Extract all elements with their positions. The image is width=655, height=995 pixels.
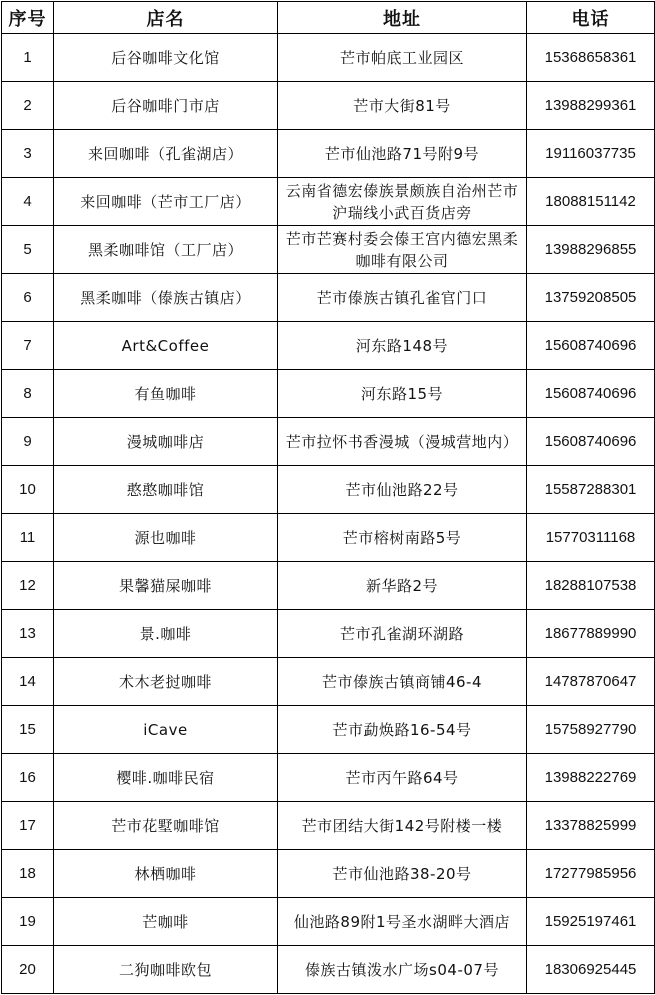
table-row bbox=[2, 274, 655, 322]
shop-phone: 15608740696 bbox=[527, 418, 655, 466]
row-index: 6 bbox=[2, 274, 54, 322]
shop-address: 仙池路89附1号圣水湖畔大酒店 bbox=[278, 898, 527, 946]
row-index: 8 bbox=[2, 370, 54, 418]
table-row bbox=[2, 802, 655, 850]
shop-phone: 19116037735 bbox=[527, 130, 655, 178]
shop-name: 后谷咖啡门市店 bbox=[54, 82, 278, 130]
shop-phone: 15925197461 bbox=[527, 898, 655, 946]
shop-address: 新华路2号 bbox=[278, 562, 527, 610]
row-index: 11 bbox=[2, 514, 54, 562]
table-row bbox=[2, 178, 655, 226]
row-index: 13 bbox=[2, 610, 54, 658]
table-row bbox=[2, 898, 655, 946]
shop-phone: 13378825999 bbox=[527, 802, 655, 850]
shop-address: 芒市大街81号 bbox=[278, 82, 527, 130]
shop-name: 来回咖啡（芒市工厂店） bbox=[54, 178, 278, 226]
table-row bbox=[2, 82, 655, 130]
shop-phone: 13759208505 bbox=[527, 274, 655, 322]
row-index: 4 bbox=[2, 178, 54, 226]
row-index: 3 bbox=[2, 130, 54, 178]
shop-address: 傣族古镇泼水广场s04-07号 bbox=[278, 946, 527, 994]
shop-address: 芒市芒赛村委会傣王宫内德宏黑柔咖啡有限公司 bbox=[278, 226, 527, 274]
shop-name: 有鱼咖啡 bbox=[54, 370, 278, 418]
shop-address: 芒市丙午路64号 bbox=[278, 754, 527, 802]
shop-phone: 17277985956 bbox=[527, 850, 655, 898]
shop-phone: 15770311168 bbox=[527, 514, 655, 562]
row-index: 16 bbox=[2, 754, 54, 802]
shop-name: 黑柔咖啡（傣族古镇店） bbox=[54, 274, 278, 322]
table-row bbox=[2, 322, 655, 370]
shop-name: 果馨猫屎咖啡 bbox=[54, 562, 278, 610]
table-row bbox=[2, 562, 655, 610]
shop-address: 芒市仙池路22号 bbox=[278, 466, 527, 514]
header-row bbox=[2, 2, 655, 34]
shop-phone: 14787870647 bbox=[527, 658, 655, 706]
table-row bbox=[2, 658, 655, 706]
row-index: 5 bbox=[2, 226, 54, 274]
shop-address: 河东路15号 bbox=[278, 370, 527, 418]
row-index: 14 bbox=[2, 658, 54, 706]
row-index: 19 bbox=[2, 898, 54, 946]
row-index: 2 bbox=[2, 82, 54, 130]
table-row bbox=[2, 706, 655, 754]
shop-name: 后谷咖啡文化馆 bbox=[54, 34, 278, 82]
table-row bbox=[2, 370, 655, 418]
shop-address: 芒市傣族古镇孔雀官门口 bbox=[278, 274, 527, 322]
shop-phone: 18288107538 bbox=[527, 562, 655, 610]
shop-phone: 18088151142 bbox=[527, 178, 655, 226]
shop-address: 芒市仙池路71号附9号 bbox=[278, 130, 527, 178]
table-row bbox=[2, 418, 655, 466]
table-row bbox=[2, 850, 655, 898]
shop-address: 芒市仙池路38-20号 bbox=[278, 850, 527, 898]
shop-name: 樱啡.咖啡民宿 bbox=[54, 754, 278, 802]
shop-address: 芒市拉怀书香漫城（漫城营地内） bbox=[278, 418, 527, 466]
shop-phone: 13988299361 bbox=[527, 82, 655, 130]
shop-name: 术木老挝咖啡 bbox=[54, 658, 278, 706]
shop-phone: 13988296855 bbox=[527, 226, 655, 274]
row-index: 7 bbox=[2, 322, 54, 370]
shop-name: 源也咖啡 bbox=[54, 514, 278, 562]
table-row bbox=[2, 466, 655, 514]
shop-phone: 15368658361 bbox=[527, 34, 655, 82]
shop-name: Art&Coffee bbox=[54, 322, 278, 370]
shop-phone: 15608740696 bbox=[527, 370, 655, 418]
row-index: 10 bbox=[2, 466, 54, 514]
shop-name: 黑柔咖啡馆（工厂店） bbox=[54, 226, 278, 274]
shop-name: 二狗咖啡欧包 bbox=[54, 946, 278, 994]
header-name: 店名 bbox=[54, 2, 278, 34]
shop-phone: 15758927790 bbox=[527, 706, 655, 754]
row-index: 9 bbox=[2, 418, 54, 466]
shop-address: 芒市榕树南路5号 bbox=[278, 514, 527, 562]
header-phone: 电话 bbox=[527, 2, 655, 34]
shop-phone: 18677889990 bbox=[527, 610, 655, 658]
row-index: 15 bbox=[2, 706, 54, 754]
shop-name: 憨憨咖啡馆 bbox=[54, 466, 278, 514]
table-row bbox=[2, 946, 655, 994]
table-row bbox=[2, 754, 655, 802]
row-index: 18 bbox=[2, 850, 54, 898]
shop-address: 河东路148号 bbox=[278, 322, 527, 370]
table-row bbox=[2, 514, 655, 562]
shop-phone: 18306925445 bbox=[527, 946, 655, 994]
shop-address: 芒市傣族古镇商铺46-4 bbox=[278, 658, 527, 706]
shop-address: 芒市孔雀湖环湖路 bbox=[278, 610, 527, 658]
row-index: 12 bbox=[2, 562, 54, 610]
row-index: 17 bbox=[2, 802, 54, 850]
header-address: 地址 bbox=[278, 2, 527, 34]
table-row bbox=[2, 610, 655, 658]
row-index: 1 bbox=[2, 34, 54, 82]
shop-address: 芒市勐焕路16-54号 bbox=[278, 706, 527, 754]
shop-name: 来回咖啡（孔雀湖店） bbox=[54, 130, 278, 178]
shop-name: 林栖咖啡 bbox=[54, 850, 278, 898]
shop-address: 芒市团结大街142号附楼一楼 bbox=[278, 802, 527, 850]
shop-phone: 15608740696 bbox=[527, 322, 655, 370]
shop-phone: 15587288301 bbox=[527, 466, 655, 514]
table-row bbox=[2, 34, 655, 82]
shop-name: iCave bbox=[54, 706, 278, 754]
shop-name: 景.咖啡 bbox=[54, 610, 278, 658]
row-index: 20 bbox=[2, 946, 54, 994]
shop-name: 漫城咖啡店 bbox=[54, 418, 278, 466]
shop-name: 芒咖啡 bbox=[54, 898, 278, 946]
shop-address: 云南省德宏傣族景颇族自治州芒市沪瑞线小武百货店旁 bbox=[278, 178, 527, 226]
table-row bbox=[2, 130, 655, 178]
coffee-shop-table-container bbox=[0, 1, 655, 995]
table-row bbox=[2, 226, 655, 274]
shop-address: 芒市帕底工业园区 bbox=[278, 34, 527, 82]
shop-name: 芒市花墅咖啡馆 bbox=[54, 802, 278, 850]
header-index: 序号 bbox=[2, 2, 54, 34]
shop-phone: 13988222769 bbox=[527, 754, 655, 802]
coffee-shop-table bbox=[1, 1, 655, 994]
